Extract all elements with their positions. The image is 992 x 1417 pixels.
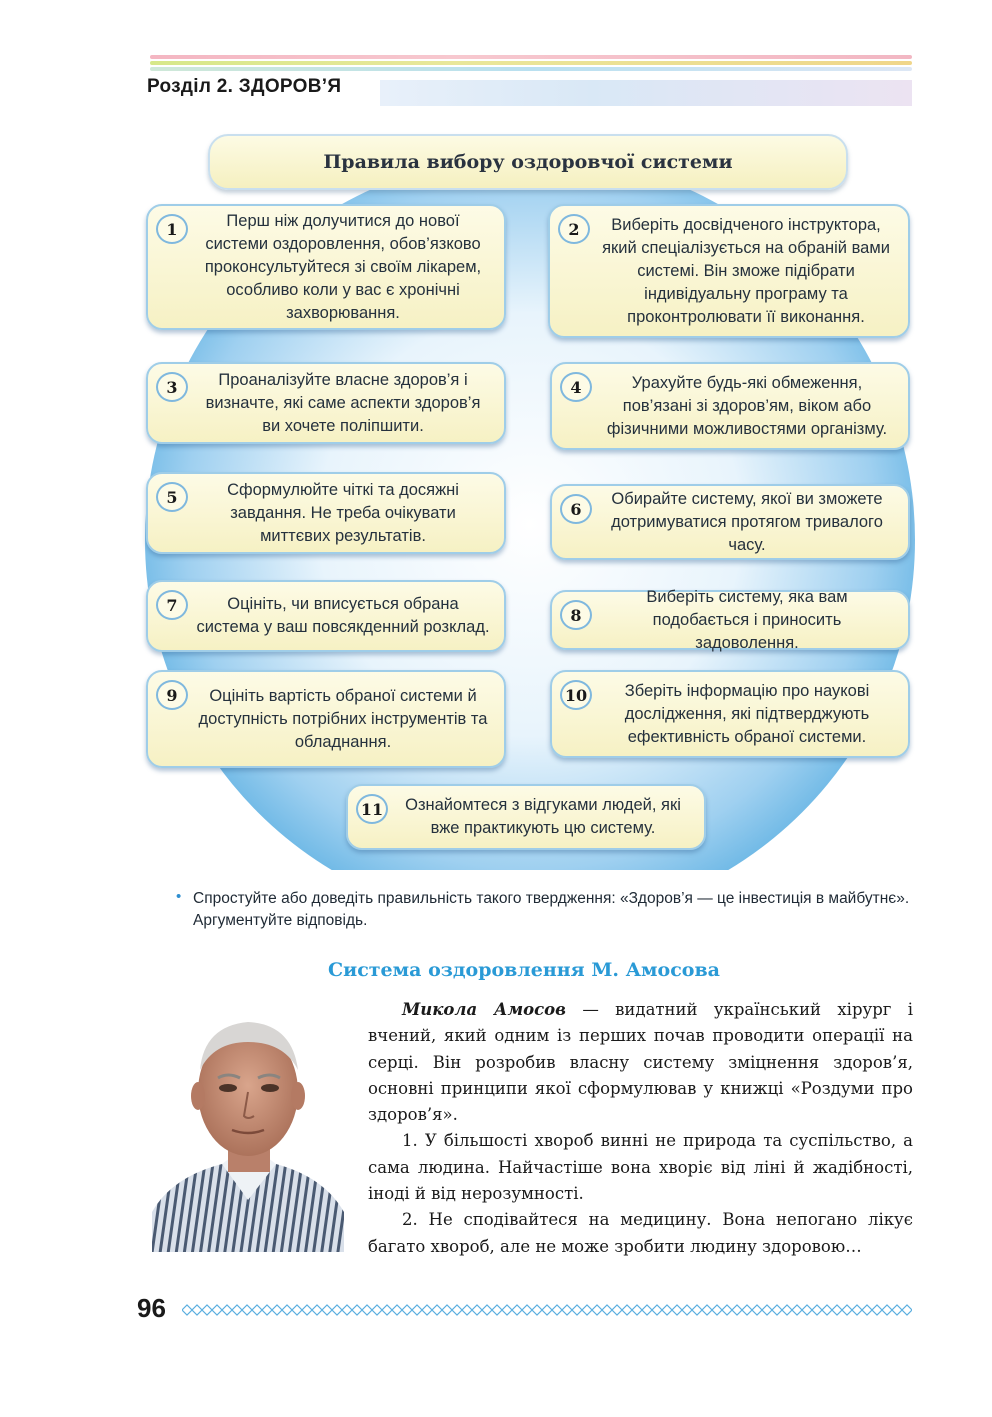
page-number: 96 bbox=[137, 1293, 166, 1323]
rule-text: Зберіть інформацію про наукові дослідження, які підтверджують ефективність обраної системи. bbox=[624, 681, 870, 746]
portrait-photo bbox=[152, 1012, 344, 1252]
rule-number: 10 bbox=[560, 680, 592, 710]
principle-1: 1. У більшості хвороб винні не природа та суспільство, а сама людина. Найчастіше вона хворіє від ліні й жадібності, іноді й від нерозумності. bbox=[368, 1131, 913, 1204]
rule-text: Сформулюйте чіткі та досяжні завдання. Не треба очікувати миттєвих результатів. bbox=[227, 480, 459, 545]
person-name: Микола Амосов bbox=[402, 1000, 567, 1019]
footer-ornament bbox=[182, 1303, 912, 1317]
rule-box-6 bbox=[550, 484, 910, 560]
rule-number: 2 bbox=[558, 214, 590, 244]
rule-box-10 bbox=[550, 670, 910, 758]
rule-box-1 bbox=[146, 204, 506, 330]
task-bullet: • bbox=[176, 888, 182, 905]
rule-box-11 bbox=[346, 784, 706, 850]
rule-text: Виберіть досвідченого інструктора, який спеціалізується на обраній вами системі. Він зможе підібрати індивідуальну програму та проконтролювати її виконання. bbox=[602, 215, 890, 326]
task-text: Спростуйте або доведіть правильність такого твердження: «Здоров’я — це інвестиція в майбутнє». Аргументуйте відповідь. bbox=[193, 890, 910, 929]
rule-text: Перш ніж долучитися до нової системи оздоровлення, обов’язково проконсультуйтеся зі своїм лікарем, особливо коли у вас є хронічні захворювання. bbox=[204, 211, 482, 322]
portrait-illustration bbox=[152, 1012, 344, 1252]
rule-text: Ознайомтеся з відгуками людей, які вже практикують цю систему. bbox=[405, 796, 681, 837]
rule-box-8 bbox=[550, 587, 910, 652]
rule-number: 8 bbox=[560, 600, 592, 630]
section-title: Розділ 2. ЗДОРОВ’Я bbox=[147, 76, 342, 97]
rule-text: Обирайте систему, якої ви зможете дотримуватися протягом тривалого часу. bbox=[611, 489, 883, 554]
rule-number: 6 bbox=[560, 494, 592, 524]
rule-text: Оцініть вартість обраної системи й доступність потрібних інструментів та обладнання. bbox=[198, 686, 488, 751]
rule-box-7 bbox=[146, 580, 506, 652]
principle-2: 2. Не сподівайтеся на медицину. Вона непогано лікує багато хвороб, але не може зробити людину здоровою… bbox=[368, 1210, 913, 1256]
article-body bbox=[368, 997, 913, 1260]
intro-text: — видатний український хірург і вчений, який одним із перших почав проводити операції на серці. Він розробив власну систему зміцнення здоров’я, основні принципи якої сформулював у книжці «Роздуми про здоров’я». bbox=[368, 1000, 913, 1125]
article-intro bbox=[368, 997, 913, 1128]
rule-text: Виберіть систему, яка вам подобається і приносить задоволення. bbox=[646, 587, 848, 652]
rule-text: Урахуйте будь-які обмеження, пов’язані зі здоров’ям, віком або фізичними можливостями організму. bbox=[606, 373, 888, 438]
rule-text: Оцініть, чи вписується обрана система у ваш повсякденний розклад. bbox=[196, 595, 490, 636]
rule-number: 9 bbox=[156, 680, 188, 710]
diagram-title: Правила вибору оздоровчої системи bbox=[208, 134, 848, 190]
article-heading: Система оздоровлення М. Амосова bbox=[328, 959, 720, 981]
rule-number: 1 bbox=[156, 214, 188, 244]
rule-number: 11 bbox=[356, 794, 388, 824]
rule-box-9 bbox=[146, 670, 506, 768]
rule-box-4 bbox=[550, 362, 910, 450]
rule-box-2 bbox=[548, 204, 910, 338]
rule-number: 4 bbox=[560, 372, 592, 402]
rule-text: Проаналізуйте власне здоров’я і визначте, які саме аспекти здоров’я ви хочете поліпшити. bbox=[205, 370, 481, 435]
rule-number: 7 bbox=[156, 590, 188, 620]
rule-box-5 bbox=[146, 472, 506, 554]
rule-number: 3 bbox=[156, 372, 188, 402]
rule-box-3 bbox=[146, 362, 506, 444]
rule-number: 5 bbox=[156, 482, 188, 512]
